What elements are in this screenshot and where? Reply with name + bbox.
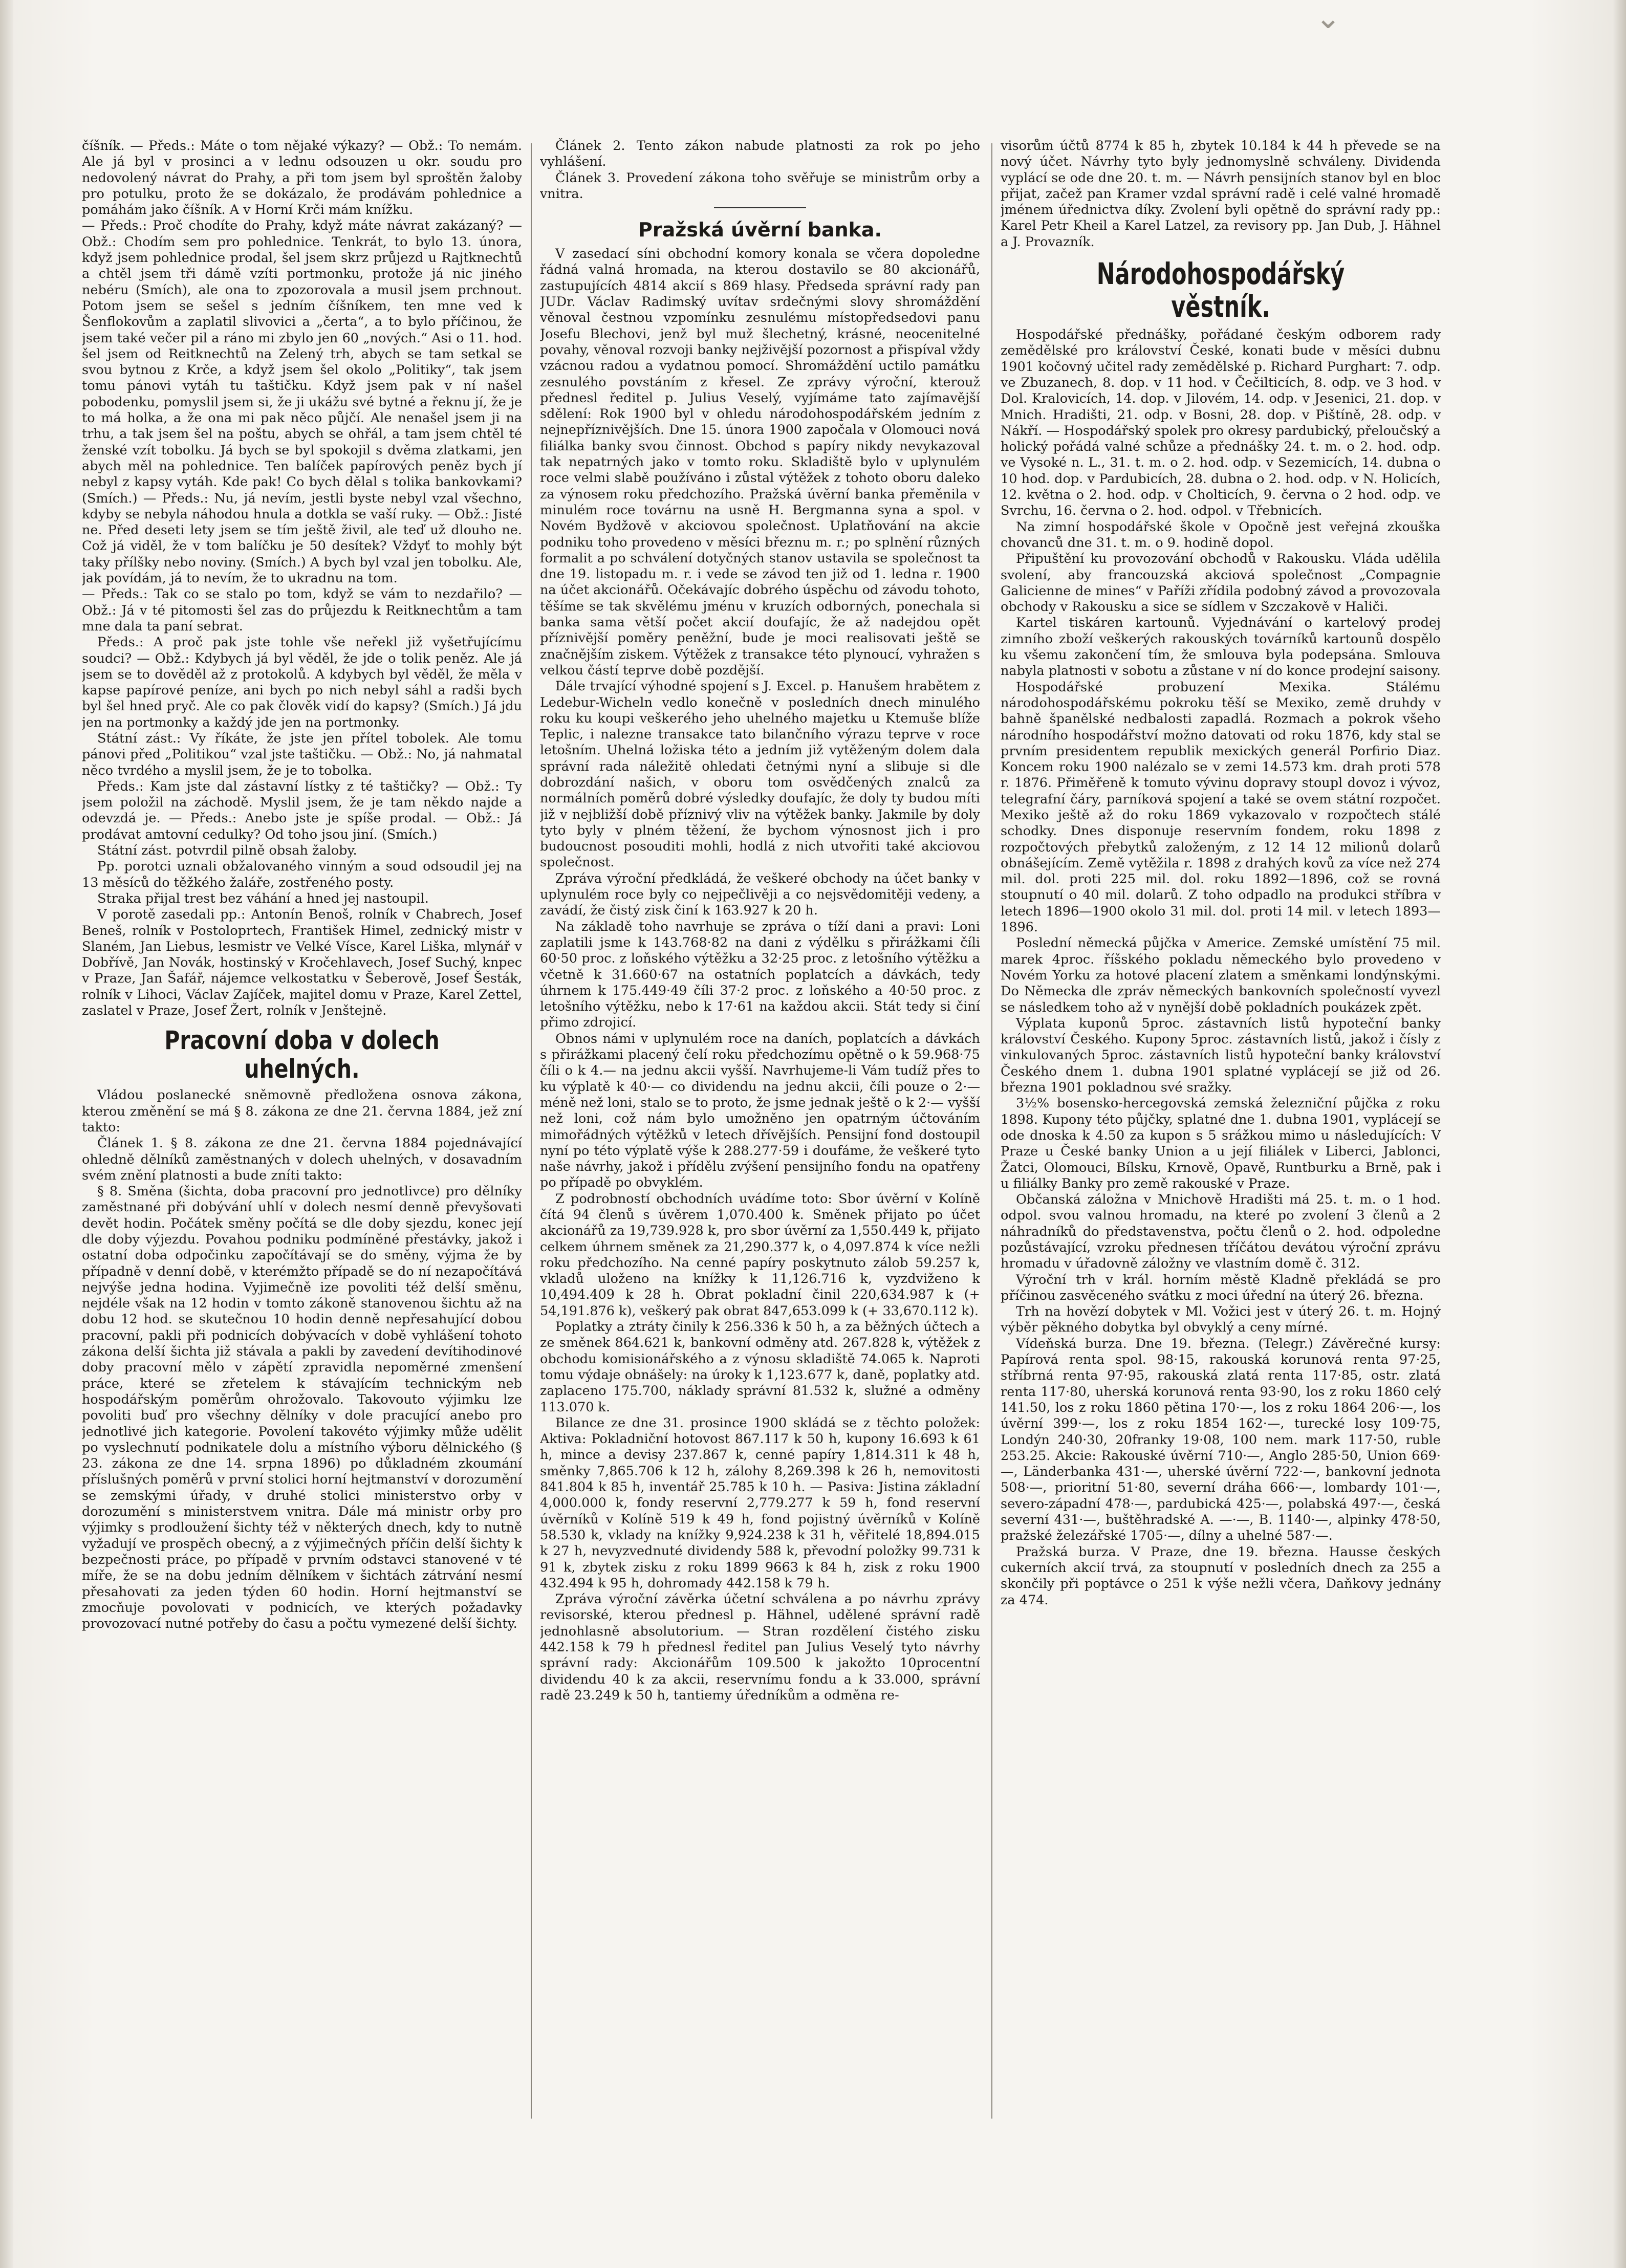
column-3-paragraph: Kartel tiskáren kartounů. Vyjednávání o kartelový prodej zimního zboží veškerých rakouských továrníků kartounů dospělo ku všemu zakončení tím, že smlouva byla podepsána. Smlouva nabyla platnosti v sobotu a zůstane v ní do konce prodejní saisony. [1001, 615, 1441, 679]
column-3-paragraph: Poslední německá půjčka v Americe. Zemské umístění 75 mil. marek 4proc. říšského pokladu německého bylo provedeno v Novém Yorku za hotové placení zlatem a směnkami londýnskými. Do Německa dle zpráv německých bankovních společností vyvezl se následkem toho až v nynější době pokladních poukázek zpět. [1001, 935, 1441, 1015]
column-1-paragraph: — Předs.: Proč chodíte do Prahy, když máte návrat zakázaný? — Obž.: Chodím sem pro pohlednice. Tenkrát, to bylo 13. února, když jsem pohlednice prodal, šel jsem skrz průjezd u Rajtknechtů a chtěl jsem tři dámě vzíti portmonku, protože já nic jiného nebéru (Smích), ale ona to zpozorovala a musil jsem prchnout. Potom jsem se sešel s jedním číšníkem, ten mne ved k Šenflokovům a zaplatil slivovici a „čerta“, a to bylo příčinou, že jsem také večer pil a ráno mi zbylo jen 60 „nových.“ Asi o 11. hod. šel jsem od Reitknechtů na Zelený trh, abych se tam setkal se svou bytnou z Krče, a když jsem šel okolo „Politiky“, tak jsem tomu pánovi vytáh tu taštičku. Když jsem pak v ní našel pobodenku, pomyslil jsem si, že ji ukážu své bytné a řeknu jí, že je to má holka, a že ona mi pak něco půjčí. Ale nenašel jsem ji na trhu, a tak jsem šel na poštu, abych se ohřál, a tam jsem chtěl té ženské vzít tobolku. Já bych se byl spokojil s dvěma zlatkami, jen abych měl na pohlednice. Ten balíček papírových peněz bych jí nebyl z kapsy vytáh. Kde pak! Co bych dělal s tolika bankovkami? (Smích.) — Předs.: Nu, já nevím, jestli byste nebyl vzal všechno, kdyby se nebyla náhodou hnula a dotkla se vaší ruky. — Obž.: Jisté ne. Před deseti lety jsem se tím ještě živil, ale teď už dlouho ne. Což já viděl, že v tom balíčku je 50 desítek? Vždyť to mohly být taky přílšky nebo noviny. (Smích.) A bych byl vzal jen tobolku. Ale, jak povídám, já to nevím, že to ukradnu na tom. [82, 218, 522, 586]
column-1-paragraph: Státní zást.: Vy říkáte, že jste jen přítel tobolek. Ale tomu pánovi před „Politikou“ vzal jste taštičku. — Obž.: No, já nahmatal něco tvrdého a myslil jsem, že je to tobolka. [82, 730, 522, 778]
page-binding-left [0, 0, 13, 2268]
article-heading-bank: Pražská úvěrní banka. [638, 219, 882, 242]
column-3-paragraph: Pražská burza. V Praze, dne 19. března. Hausse českých cukerních akcií trvá, za stoupnutí v posledních dnech za 255 a skončily při poptávce o 251 k výše nežli včera, Daňkovy jednány za 474. [1001, 1544, 1441, 1608]
column-3-paragraph: visorům účtů 8774 k 85 h, zbytek 10.184 k 44 h převede se na nový účet. Návrhy tyto byly jednomyslně schváleny. Dividenda vyplácí se ode dne 20. t. m. — Návrh pensijních stanov byl en bloc přijat, začež pan Kramer vzdal správní radě i celé valné hromadě jménem úřednictva díky. Zvolení byli opětně do správní rady pp.: Karel Petr Kheil a Karel Latzel, za revisory pp. Jan Dub, J. Hähnel a J. Provazník. [1001, 138, 1441, 250]
column-2-paragraph: Zpráva výroční závěrka účetní schválena a po návrhu zprávy revisorské, kterou přednesl p. Hähnel, udělené správní radě jednohlasně absolutorium. — Stran rozdělení čistého zisku 442.158 k 79 h přednesl ředitel pan Julius Veselý tyto návrhy správní rady: Akcionářům 109.500 k jakožto 10procentní dividendu 40 k za akcii, reservnímu fondu a k 33.000, správní radě 23.249 k 50 h, tantiemy úředníkům a odměna re- [540, 1591, 980, 1703]
page-binding-right [1613, 0, 1626, 2268]
column-2-paragraph: Článek 3. Provedení zákona toho svěřuje se ministrům orby a vnitra. [540, 170, 980, 202]
column-3 [1001, 138, 1441, 2144]
column-1-paragraph: Vládou poslanecké sněmovně předložena osnova zákona, kterou změnění se má § 8. zákona ze dne 21. června 1884, jež zní takto: [82, 1087, 522, 1135]
column-3-paragraph: Hospodářské přednášky, pořádané českým odborem rady zemědělské pro království České, konati bude v měsíci dubnu 1901 kočovný učitel rady zemědělské p. Richard Purghart: 7. odp. ve Zbuzanech, 8. dop. v 11 hod. v Čečilticích, 8. odp. ve 3 hod. v Dol. Kralovicích, 14. dop. v Jilovém, 14. odp. v Jesenici, 21. dop. v Mnich. Hradišti, 21. odp. v Bosni, 28. dop. v Pištíně, 28. odp. v Nákří. — Hospodářský spolek pro okresy pardubický, přeloučský a holický pořádá valné schůze a přednášky 24. t. m. o 2. hod. odp. ve Vysoké n. L., 31. t. m. o 2. hod. odp. v Sezemicích, 14. dubna o 10 hod. dop. v Pardubicích, 28. dubna o 2. hod. odp. v N. Holicích, 12. května o 2. hod. odp. v Cholticích, 9. června o 2 hod. odp. ve Svrchu, 16. června o 2. hod. odpol. v Třebnicích. [1001, 327, 1441, 519]
column-rule-1 [531, 143, 532, 2119]
column-2-paragraph: Bilance ze dne 31. prosince 1900 skládá se z těchto položek: Aktiva: Pokladniční hotovost 867.117 k 50 h, kupony 16.693 k 61 h, mince a devisy 237.867 k, cenné papíry 1,814.311 k 48 h, směnky 7,865.706 k 12 h, zálohy 8,269.398 k 26 h, nemovitosti 841.804 k 85 h, inventář 25.785 k 10 h. — Pasiva: Jistina základní 4,000.000 k, fondy reservní 2,779.277 k 59 h, fond reservní úvěrníků v Kolíně 519 k 49 h, fond pojistný úvěrníků v Kolíně 58.530 k, vklady na knížky 9,924.238 k 31 h, věřitelé 18,894.015 k 27 h, nevyzvednuté dividendy 588 k, převodní položky 99.731 k 91 k, zbytek zisku z roku 1899 9663 k 84 h, zisk z roku 1900 432.494 k 95 h, dohromady 442.158 k 79 h. [540, 1415, 980, 1591]
column-3-paragraph: Výroční trh v král. horním městě Kladně překládá se pro příčinou zasvěceného svátku z moci úřední na úterý 26. března. [1001, 1272, 1441, 1303]
column-3-paragraph: Trh na hovězí dobytek v Ml. Vožici jest v úterý 26. t. m. Hojný výběr pěkného dobytka byl obvyklý a ceny mírné. [1001, 1304, 1441, 1336]
column-3-paragraph: Vídeňská burza. Dne 19. března. (Telegr.) Závěrečné kursy: Papírová renta spol. 98·15, rakouská korunová renta 97·25, stříbrná renta 97·95, rakouská zlatá renta 117·85, ostr. zlatá renta 117·80, uherská korunová renta 93·90, los z roku 1860 celý 141.50, los z roku 1860 pětina 170·—, los z roku 1864 206·—, los úvěrní 399·—, los z roku 1854 162·—, turecké losy 109·75, Londýn 240·30, 20franky 19·08, 100 nem. mark 117·50, ruble 253.25. Akcie: Rakouské úvěrní 710·—, Anglo 285·50, Union 669·—, Länderbanka 431·—, uherské úvěrní 722·—, bankovní jednota 508·—, prioritní 51·80, severní dráha 666·—, lombardy 101·—, severo-západní 478·—, pardubická 425·—, polabská 497·—, česká severní 431·—, buštěhradské A. —·—, B. 1140·—, alpinky 478·50, pražské železářské 1705·—, dílny a uhelné 587·—. [1001, 1336, 1441, 1544]
column-1-paragraph: Pp. porotci uznali obžalovaného vinným a soud odsoudil jej na 13 měsíců do těžkého žaláře, zostřeného posty. [82, 859, 522, 890]
column-2-paragraph: Obnos námi v uplynulém roce na daních, poplatcích a dávkách s přirážkami placený čelí roku předchozímu opětně o k 59.968·75 číli o k 4.— na jednu akcii vyšší. Navrhujeme-li Vám tudíž přes to ku výplatě k 40·— co dividendu na jednu akcii, číli pouze o 2·— méně než loni, stalo se to proto, že jsme jednak ještě o k 2·— vyšší než loni, což nám bylo umožněno jen opatrným účtováním mimořádných výtěžků v letech dřívějších. Pensijní fond dostoupil nyní po této výplatě výše k 288.277·59 i doufáme, že veškeré tyto naše návrhy, jakož i přídělu zvýšení pensijního fondu na opatřeny po případě po obvyklém. [540, 1031, 980, 1191]
column-1-paragraph: V porotě zasedali pp.: Antonín Benoš, rolník v Chabrech, Josef Beneš, rolník v Postoloprtech, František Himel, zednický mistr v Slaném, Jan Liebus, lesmistr ve Velké Vísce, Karel Liška, mlynář v Dobřívě, Jan Novák, hostinský v Kročehlavech, Josef Suchý, knpec v Praze, Jan Šafář, nájemce velkostatku v Šeberově, Josef Šesták, rolník v Lihoci, Václav Zajíček, majitel domu v Praze, Karel Zettel, zaslatel v Praze, Josef Žert, rolník v Jenštejně. [82, 907, 522, 1019]
section-divider [714, 207, 806, 208]
column-3-paragraph: Občanská záložna v Mnichově Hradišti má 25. t. m. o 1 hod. odpol. svou valnou hromadu, na které po zvolení 3 členů a 2 náhradníků do představenstva, počtu členů o 2. hod. odpoledne pozůstávající, vzroku přednesen tříčátou devátou výroční zprávu hromadu v úřadovně záložny ve vlastním domě č. 312. [1001, 1192, 1441, 1272]
column-1-paragraph: číšník. — Předs.: Máte o tom nějaké výkazy? — Obž.: To nemám. Ale já byl v prosinci a v lednu odsouzen u okr. soudu pro nedovolený návrat do Prahy, a při tom jsem byl sproštěn žaloby pro potulku, proto že se dokázalo, že prodávám pohlednice a pomáhám jako číšník. A v Horní Krči mám knížku. [82, 138, 522, 218]
column-3-paragraph: Připuštění ku provozování obchodů v Rakousku. Vláda udělila svolení, aby francouzská akciová společnost „Compagnie Galicienne de mines“ v Paříži zřídila podobný závod a provozovala obchody v Rakousku a sice se sídlem v Szczakově v Haliči. [1001, 551, 1441, 615]
column-2-paragraph: Dále trvající výhodné spojení s J. Excel. p. Hanušem hrabětem z Ledebur-Wicheln vedlo konečně v posledních dnech minulého roku ku koupi veškerého jeho uhelného majetku u Ktemuše blíže Teplic, i nalezne transakce tato bilančního výrazu teprve v roce letošním. Uhelná ložiska této a jedním již vytěženým dolem dala správní rada náležitě ohledati četnými nyní a slibuje si dle dobrozdání našich, v oboru tom osvědčených znalců za normálních poměrů dobré výsledky doufajíc, že doly ty budou míti již v nejbližší době příznivý vliv na výtěžek banky. Jakmile by doly tyto byly v plném těžení, že bychom výnosnost jich i pro budoucnost posouditi mohli, hodlá z nich utvořiti také akciovou společnost. [540, 679, 980, 870]
article-heading-mining-hours: Pracovní doba v dolech uhelných. [164, 1026, 440, 1084]
section-heading-economic-bulletin: Národohospodářský věstník. [1096, 256, 1345, 324]
column-rule-2 [991, 143, 992, 2119]
column-1 [82, 138, 522, 2144]
column-3-paragraph: Výplata kuponů 5proc. zástavních listů hypoteční banky království Českého. Kupony 5proc. zástavních listů, jakož i čísly z vinkulovaných 5proc. zástavních listů hypoteční banky království Českého dnem 1. dubna 1901 splatné vyplácejí se již od 26. března 1901 pokladnou své sražky. [1001, 1015, 1441, 1096]
column-2-paragraph: Článek 2. Tento zákon nabude platnosti za rok po jeho vyhlášení. [540, 138, 980, 170]
column-1-paragraph: Předs.: A proč pak jste tohle vše neřekl již vyšetřujícímu soudci? — Obž.: Kdybych já byl věděl, že jde o tolik peněz. Ale já jsem se to dověděl až z protokolů. A kdybych byl věděl, že měla v kapse papírové peníze, ani bych po nich nebyl sáhl a radši bych byl šel hned pryč. Ale co pak člověk vidí do kapsy? (Smích.) Já jdu jen na portmonky a každý jde jen na portmonky. [82, 635, 522, 730]
column-1-paragraph: Straka přijal trest bez váhání a hned jej nastoupil. [97, 890, 429, 906]
column-2-paragraph: Na základě toho navrhuje se zpráva o tíží dani a pravi: Loni zaplatili jsme k 143.768·82 na dani z výdělku s přirážkami číli 60·50 proc. z loňského výtěžku a 32·25 proc. z letošního výtěžku a včetně k 31.660·67 na ostatních poplatcích a dávkách, tedy úhrnem k 175.449·49 číli 37·2 proc. z loňského a 40·50 proc. z letošního výtěžku, nebo k 17·61 na každou akcii. Stát tedy si činí přimo zdrojicí. [540, 919, 980, 1031]
torn-corner-mark: ⌄ [1315, 0, 1341, 36]
column-1-paragraph: § 8. Směna (šichta, doba pracovní pro jednotlivce) pro dělníky zaměstnané při dobývání uhlí v dolech nesmí denně převyšovati devět hodin. Počátek směny počítá se dle doby sjezdu, konec její dle doby výjezdu. Povahou podniku podmíněné přestávky, jakož i ostatní doba odpočinku započítávají se do směny, výjma že by případně v denní době, v kterémžto případě se do ní nezapočítává nejvýše jedna hodina. Vyjimečně ize povoliti též delší směnu, nejdéle však na 12 hodin v tomto zákoně stanovenou šichtu až na dobu 12 hod. se skutečnou 10 hodin denně nepřesahující dobou pracovní, pakli při podnicích dobývacích v době vyhlášení tohoto zákona delší šichta již stávala a pakli by zavedení devítihodinové doby pracovní mělo v zápětí zpravidla nepoměrné zmenšení práce, které se zřetelem k stávajícím technickým neb hospodářským poměrům ohrožovalo. Takovouto výjimku lze povoliti buď pro všechny dělníky v dole pracující anebo pro jednotlivé jich kategorie. Povolení takovéto výjimky může udělit po vyslechnutí podnikatele dolu a místního výboru dělnického (§ 23. zákona ze dne 14. srpna 1896) po důkladném zkoumání příslušných poměrů v první stolici horní hejtmanství v dorozumění se zemskými úřady, v druhé stolici ministerstvo orby v dorozumění s ministerstvem vnitra. Dále má ministr orby pro výjimky s prodloužení šichty též v některých dnech, kdy to nutně vyžadují ve prospěch obecný, a z výjimečných příčin delší šichty k bezpečnosti práce, po případě v prvním odstavci stanovené v té míře, že se na dobu jedním dělníkem v šichtách zátrvání nesmí přesahovati za jeden týden 60 hodin. Horní hejtmanství se zmocňuje povolovati v podnicích, ve kterých požadavky provozovací nutné potřeby do času a počtu vymezené delší šichty. [82, 1184, 522, 1632]
column-2 [540, 138, 980, 2144]
column-1-paragraph: Státní zást. potvrdil pilně obsah žaloby. [97, 843, 357, 859]
column-3-paragraph: Na zimní hospodářské škole v Opočně jest veřejná zkouška chovanců dne 31. t. m. o 9. hodině dopol. [1001, 519, 1441, 551]
column-2-paragraph: V zasedací síni obchodní komory konala se včera dopoledne řádná valná hromada, na kterou dostavilo se 80 akcionářů, zastupujících 4814 akcií s 869 hlasy. Předseda správní rady pan JUDr. Václav Radimský uvítav srdečnými slovy shromáždění věnoval čestnou vzpomínku zesnulému místopředsedovi panu Josefu Blechovi, jenž byl muž šlechetný, krásné, neocenitelné povahy, věnoval rozvoji banky nejživější pozornost a přispíval vždy vzácnou radou a vydatnou pomocí. Shromáždění uctilo památku zesnulého povstáním z křesel. Ze zprávy výroční, kterouž přednesl ředitel p. Julius Veselý, vyjímáme tato zajímavější sdělení: Rok 1900 byl v ohledu národohospodářském jedním z nejnepříznivějších. Dne 15. února 1900 započala v Olomouci nová filiálka banky svou činnost. Obchod s papíry nikdy nevykazoval tak nepatrných jako v tomto roku. Skladiště bylo v uplynulém roce velmi slabě používáno i zůstal výtěžek z tohoto oboru daleko za výnosem roku předchozího. Pražská úvěrní banka přeměnila v minulém roce továrnu na usně H. Bergmanna syna a spol. v Novém Bydžově v akciovou společnost. Uplatňování na akcie podniku toho provedeno v měsíci březnu m. r.; po splnění různých formalit a po schválení dotyčných stanov ustavila se společnost ta dne 19. listopadu m. r. i vede se závod ten již od 1. ledna r. 1900 na účet akcionářů. Očekávajíc dobrého úspěchu od závodu tohoto, těšíme se tak skvělému jménu v kruzích odborných, ponechala si banka sama větší počet akcií doufajíc, že až nadejdou opět příznivější poměry peněžní, bude je moci realisovati ještě se značnějším ziskem. Výtěžek z transakce této plynoucí, vyhražen s velkou částí teprve době pozdější. [540, 246, 980, 678]
column-1-paragraph: Článek 1. § 8. zákona ze dne 21. června 1884 pojednávající ohledně dělníků zaměstnaných v dolech uhelných, v dosavadním svém znění platnosti a bude zníti takto: [82, 1136, 522, 1183]
column-2-paragraph: Poplatky a ztráty činily k 256.336 k 50 h, a za běžných účtech a ze směnek 864.621 k, bankovní odměny atd. 267.828 k, výtěžek z obchodu komisionářského a z výnosu skladiště 74.065 k. Naproti tomu výdaje obnášely: na úroky k 1,123.677 k, daně, poplatky atd. zaplaceno 175.700, náklady správní 81.532 k, služné a odměny 113.070 k. [540, 1319, 980, 1415]
column-2-paragraph: Zpráva výroční předkládá, že veškeré obchody na účet banky v uplynulém roce byly co nejpečlivěji a co nejsvědomitěji vedeny, a zavádí, že čistý zisk činí k 163.927 k 20 h. [540, 870, 980, 919]
column-3-paragraph: Hospodářské probuzení Mexika. Stálému národohospodářskému pokroku těší se Mexiko, země druhdy v bahně španělské nedbalosti zapadlá. Rozmach a pokrok všeho národního hospodářství možno datovati od roku 1876, kdy stal se prvním presidentem republik mexických generál Porfirio Diaz. Koncem roku 1900 nalézalo se v zemi 14.573 km. drah proti 578 r. 1876. Přiměřeně k tomuto vývinu dopravy stoupl dovoz i vývoz, telegrafní čáry, parníková spojení a také se ovem státní rozpočet. Mexiko ještě až do roku 1869 vykazovalo v rozpočtech stálé schodky. Dnes disponuje reservním fondem, roku 1898 z rozpočtových přebytků založeným, z 12 14 12 milionů dolarů obnášejícím. Země vytěžila r. 1898 z drahých kovů za více než 274 mil. dol. proti 225 mil. dol. roku 1892—1896, což se rovná stoupnutí o 40 mil. dolarů. Z toho odpadlo na produkci stříbra v letech 1896—1900 okolo 31 mil. dol. proti 14 mil. v letech 1893—1896. [1001, 679, 1441, 935]
column-1-paragraph: Předs.: Kam jste dal zástavní lístky z té taštičky? — Obž.: Ty jsem položil na záchodě. Myslil jsem, že je tam někdo najde a odevzdá je. — Předs.: Anebo jste je spíše prodal. — Obž.: Já prodávat amtovní cedulky? Od toho jsou jiní. (Smích.) [82, 778, 522, 842]
column-2-paragraph: Z podrobností obchodních uvádíme toto: Sbor úvěrní v Kolíně čítá 94 členů s úvěrem 1,070.400 k. Směnek přijato po účet akcionářů za 19,739.928 k, pro sbor úvěrní za 1,550.449 k, přijato celkem úhrnem směnek za 21,290.377 k, o 4,097.874 k více nežli roku předchozího. Na cenné papíry poskytnuto zálob 59.257 k, vkladů uloženo na knížky k 11,126.716 k, vyzdviženo k 10,494.409 k 28 h. Obrat pokladní činil 220,634.987 k (+ 54,191.876 k), veškerý pak obrat 847,653.099 k (+ 33,670.112 k). [540, 1191, 980, 1319]
column-3-paragraph: 3½% bosensko-hercegovská zemská železniční půjčka z roku 1898. Kupony této půjčky, splatné dne 1. dubna 1901, vyplácejí se ode dnoska k 4.50 za kupon s 5 srážkou mimo u následujících: V Praze u České banky Union a u její filiálek v Liberci, Jablonci, Žatci, Olomouci, Bílsku, Krnově, Opavě, Runtburku a Brně, pak i u filiálky Banky pro země rakouské v Praze. [1001, 1096, 1441, 1191]
column-1-paragraph: — Předs.: Tak co se stalo po tom, když se vám to nezdařilo? — Obž.: Já v té pitomosti šel zas do průjezdu k Reitknechtům a tam mne dala ta paní sebrat. [82, 586, 522, 634]
